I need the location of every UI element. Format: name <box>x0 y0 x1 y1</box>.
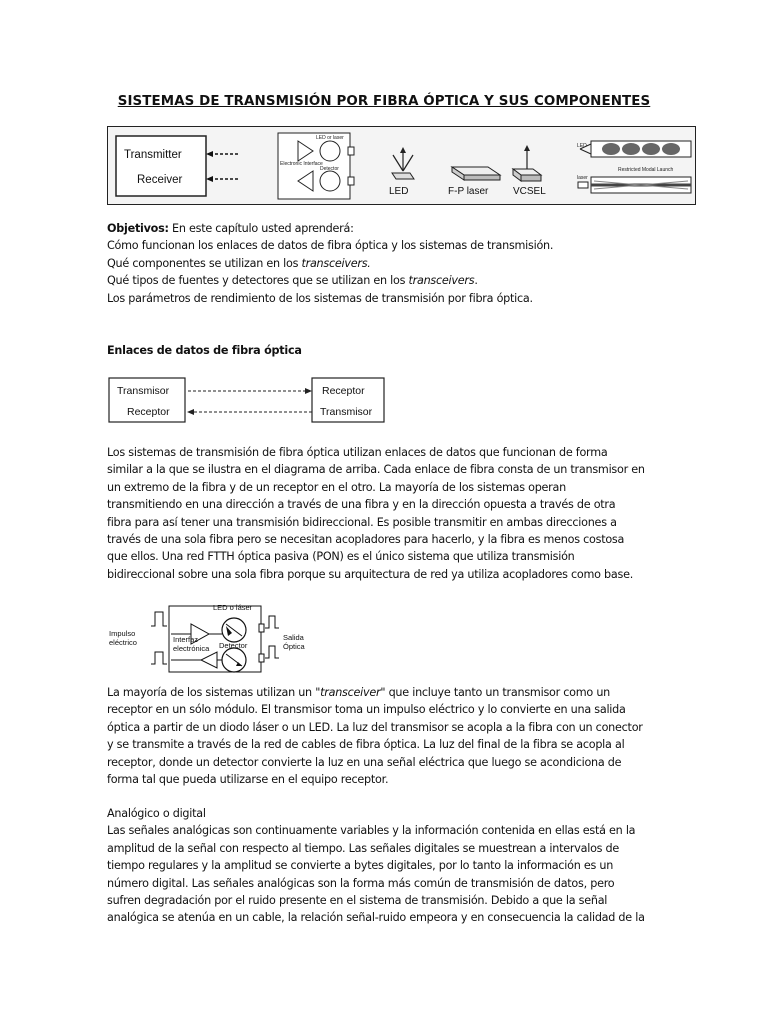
objective-text: Qué componentes se utilizan en los <box>107 256 302 270</box>
objectives-block <box>107 220 667 307</box>
paragraph-links <box>107 444 667 583</box>
output-label-line1: Salida <box>283 633 304 642</box>
paragraph-line: sufren degradación por el ruido presente en el sistema de transmisión. Debido a que la señal <box>107 894 608 908</box>
banner-led-caption: LED <box>389 186 409 197</box>
paragraph-text: " que incluye tanto un transmisor como un <box>380 686 610 699</box>
link-right-bottom-label: Transmisor <box>320 406 373 418</box>
banner-led-laser-label: LED or laser <box>316 135 344 141</box>
detector-label: Detector <box>219 641 248 650</box>
objective-text: . <box>474 274 478 288</box>
fp-laser-icon <box>452 167 500 180</box>
objective-line <box>107 255 667 272</box>
banner-vcsel-caption: VCSEL <box>513 186 546 197</box>
objective-line: Cómo funcionan los enlaces de datos de fibra óptica y los sistemas de transmisión. <box>107 239 554 253</box>
paragraph-analog-digital <box>107 805 667 927</box>
objectives-heading-line <box>107 220 667 237</box>
paragraph-line: forma tal que pueda utilizarse en el equipo receptor. <box>107 773 389 787</box>
output-label-line2: Óptica <box>283 642 305 651</box>
paragraph-line: amplitud de la señal con respecto al tiempo. Las señales digitales se muestrean a intervalos de <box>107 841 620 855</box>
banner-illustration <box>108 127 696 205</box>
paragraph-line: un extremo de la fibra y de un receptor en el otro. La mayoría de los sistemas operan <box>107 480 566 494</box>
objective-italic: transceivers <box>408 274 475 288</box>
link-diagram <box>108 377 388 425</box>
paragraph-line: receptor, donde un detector convierte la luz en una señal eléctrica que luego se acondiciona de <box>107 755 622 769</box>
objective-italic: transceivers. <box>301 256 371 270</box>
objective-line <box>107 272 667 289</box>
objectives-label: Objetivos: <box>107 222 169 235</box>
paragraph-line: óptica a partir de un diodo láser o un LED. La luz del transmisor se acopla a la fibra con un conector <box>107 720 643 734</box>
banner-receiver-label: Receiver <box>137 174 183 186</box>
led-launch-diagram <box>577 141 691 157</box>
paragraph-line: que ellos. Una red FTTH óptica pasiva (PON) es el único sistema que utiliza transmisión <box>107 550 575 564</box>
banner-led-short-label: LED <box>577 143 587 149</box>
impulse-label-line1: Impulso <box>109 629 136 638</box>
paragraph-line: analógica se atenúa en un cable, la relación señal-ruido empeora y en consecuencia la calidad de la <box>107 911 645 925</box>
led-laser-label: LED o láser <box>213 603 253 612</box>
paragraph-text: La mayoría de los sistemas utilizan un " <box>107 686 321 699</box>
paragraph-line: similar a la que se ilustra en el diagrama de arriba. Cada enlace de fibra consta de un transmisor en <box>107 463 645 477</box>
paragraph-italic: transceiver <box>320 686 381 699</box>
link-left-bottom-label: Receptor <box>127 406 170 418</box>
objectives-intro: En este capítulo usted aprenderá: <box>168 222 354 235</box>
led-chip-icon <box>392 147 414 179</box>
transceiver-diagram <box>105 600 325 675</box>
link-left-top-label: Transmisor <box>117 385 170 397</box>
impulse-label-line2: eléctrico <box>109 638 137 647</box>
banner-interface-label: Electronic Interface <box>280 161 323 167</box>
link-right-top-label: Receptor <box>322 385 365 397</box>
vcsel-icon <box>513 145 541 181</box>
banner-rml-label: Restricted Modal Launch <box>618 167 674 173</box>
banner-transceiver-icon <box>278 133 354 199</box>
banner-laser-label: laser <box>577 175 588 181</box>
banner-fp-laser-caption: F-P laser <box>448 186 489 197</box>
paragraph-transceiver <box>107 684 667 788</box>
laser-launch-diagram <box>577 175 691 193</box>
banner-detector-label: Detector <box>320 166 339 172</box>
section-heading-analog: Analógico o digital <box>107 807 206 820</box>
paragraph-line: través de una sola fibra pero se necesitan acopladores para hacerlo, y la fibra es menos costosa <box>107 533 625 547</box>
paragraph-line: y se transmite a través de la red de cables de fibra óptica. La luz del final de la fibra se acopla al <box>107 738 625 752</box>
paragraph-line: receptor en un sólo módulo. El transmisor toma un impulso eléctrico y lo convierte en una salida <box>107 703 626 717</box>
paragraph-line: fibra para así tener una transmisión bidireccional. Es posible transmitir en ambas direcciones a <box>107 515 617 529</box>
interface-label-line2: electrónica <box>173 644 210 653</box>
paragraph-line <box>107 684 667 701</box>
paragraph-line: Los sistemas de transmisión de fibra óptica utilizan enlaces de datos que funcionan de forma <box>107 446 608 459</box>
banner-figure <box>107 126 696 205</box>
objective-line: Los parámetros de rendimiento de los sistemas de transmisión por fibra óptica. <box>107 291 533 305</box>
paragraph-line: número digital. Las señales analógicas son la forma más común de transmisión de datos, pero <box>107 876 615 890</box>
paragraph-line: tiempo regulares y la amplitud se convierte a bytes digitales, por lo tanto la información es un <box>107 859 614 873</box>
paragraph-line: Las señales analógicas son continuamente variables y la información contenida en ellas está en la <box>107 824 636 838</box>
banner-transmitter-label: Transmitter <box>124 149 182 161</box>
interface-label-line1: Interfaz <box>173 635 199 644</box>
objective-text: Qué tipos de fuentes y detectores que se utilizan en los <box>107 274 409 288</box>
paragraph-line: transmitiendo en una dirección a través de una fibra y en la dirección opuesta a través de otra <box>107 498 616 512</box>
page-title: SISTEMAS DE TRANSMISIÓN POR FIBRA ÓPTICA Y SUS COMPONENTES <box>117 94 651 109</box>
section-heading-links: Enlaces de datos de fibra óptica <box>107 344 302 357</box>
paragraph-line: bidireccional sobre una sola fibra porque su arquitectura de red ya utiliza acopladores como base. <box>107 567 634 581</box>
